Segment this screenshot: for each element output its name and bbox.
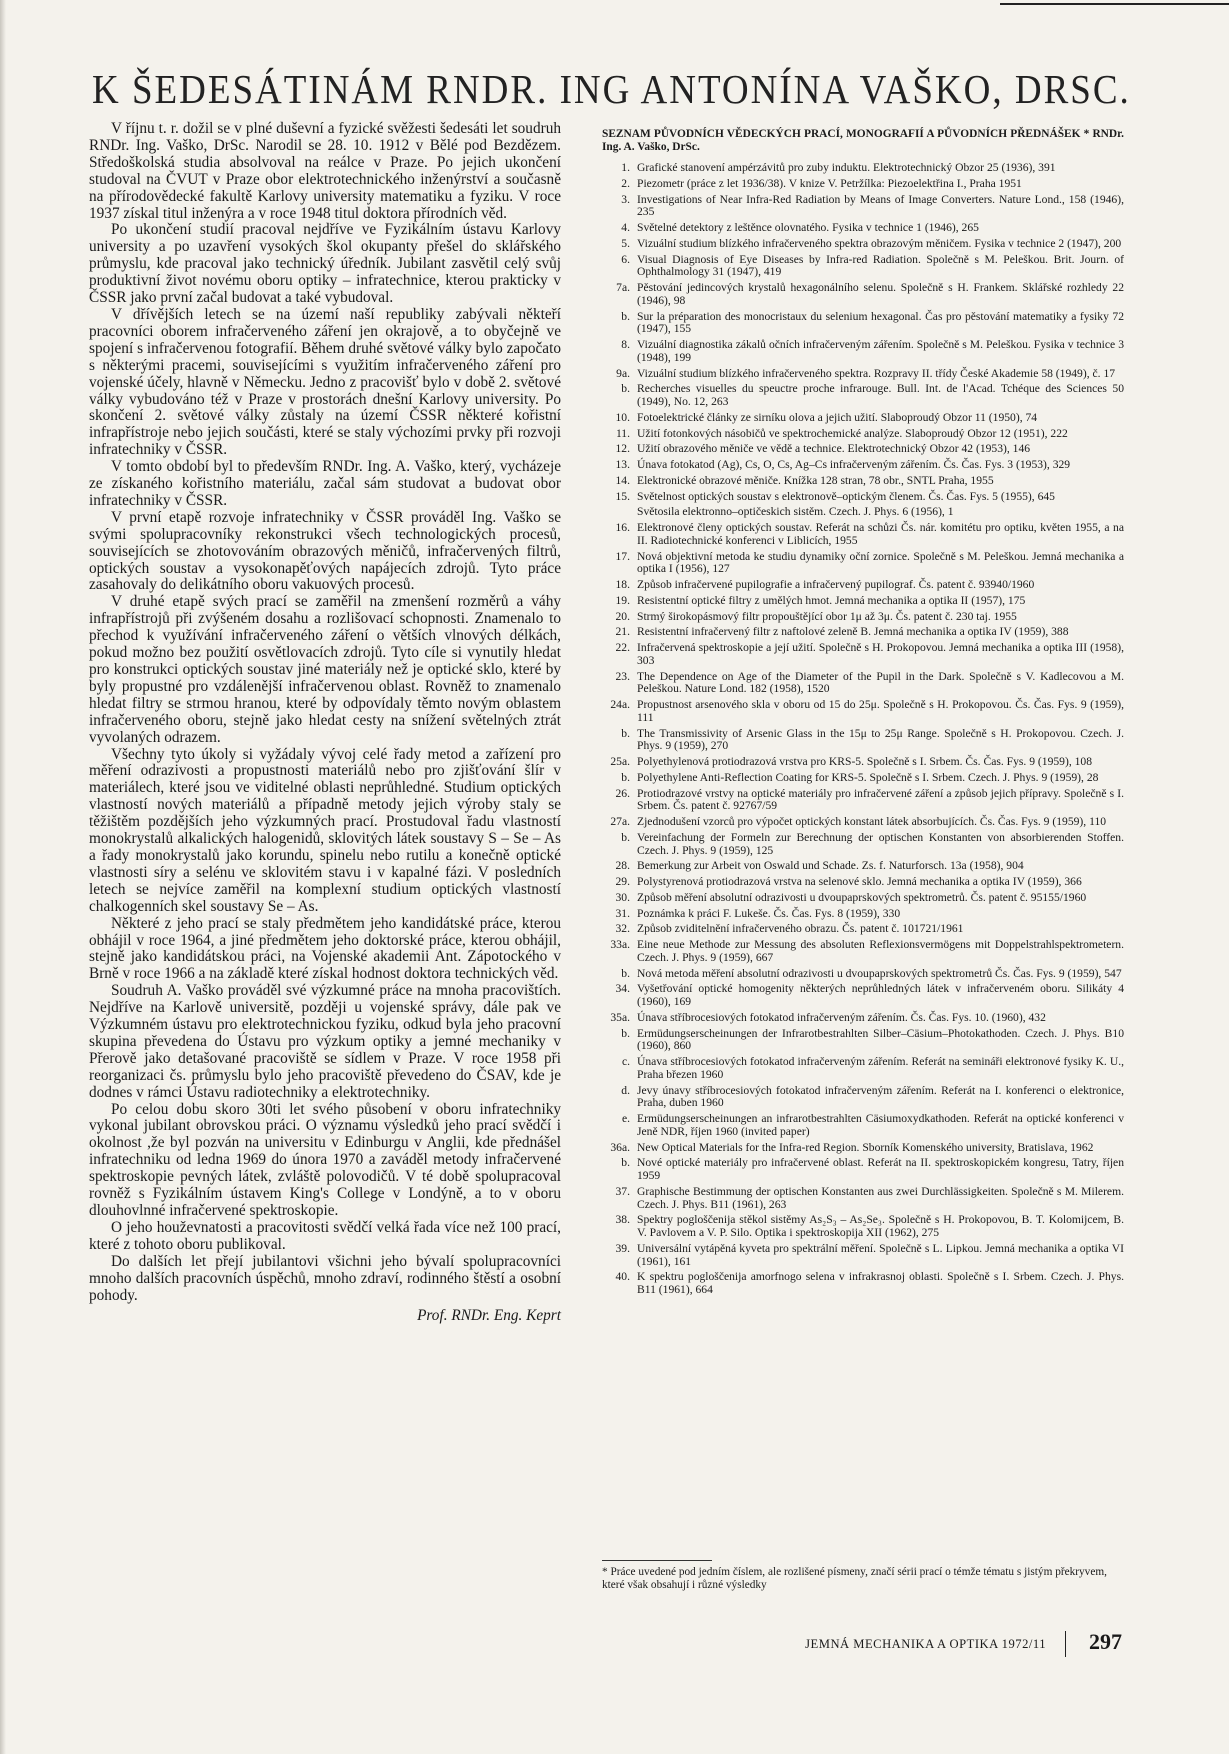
- publication-number: 15.: [615, 489, 630, 503]
- publication-list: [602, 128, 1124, 1300]
- publication-text: Sur la préparation des monocristaux du selenium hexagonal. Čas pro pěstování matematiky a fysiky 72 (1947), 155: [637, 309, 1124, 336]
- publication-text: The Transmissivity of Arsenic Glass in the 15μ to 25μ Range. Společně s H. Prokopovou. Czech. J. Phys. 9 (1959), 270: [637, 726, 1124, 753]
- publication-number: 3.: [621, 192, 630, 206]
- publication-item: [602, 1186, 1124, 1212]
- publication-text: Způsob infračervené pupilografie a infračervený pupilograf. Čs. patent č. 93940/1960: [637, 578, 1035, 591]
- publication-item: [602, 1142, 1124, 1155]
- publication-text: Nová metoda měření absolutní odrazivosti u dvoupaprskových spektrometrů Čs. Čas. Fys. 9 (1959), 547: [637, 966, 1122, 980]
- publication-text: Polystyrenová protiodrazová vrstva na selenové sklo. Jemná mechanika a optika IV (1959), 366: [637, 875, 1082, 888]
- publication-text: Nové optické materiály pro infračervené oblast. Referát na II. spektroskopickém kongresu, Tatry, říjen 1959: [637, 1156, 1124, 1182]
- publication-item: [602, 983, 1124, 1009]
- publication-number: 10.: [615, 410, 630, 424]
- article-paragraph: Soudruh A. Vaško prováděl své výzkumné práce na mnoha pracovištích. Nejdříve na Karlově universitě, později u vojenské správy, dále pak ve Výzkumném ústavu pro elektrotechnickou fyziku, odkud byla jeho pracovní skupina převedena do Ústavu pro výzkum optiky a jemné mechaniky v Přerově jako detašované pracoviště se sídlem v Praze. V roce 1958 při reorganizaci čs. průmyslu bylo jeho pracoviště převedeno do ČSAV, kde je dodnes v rámci Ústavu radiotechniky a elektrotechniky.: [89, 982, 561, 1101]
- publication-text: Fotoelektrické články ze sirníku olova a jejich užití. Slaboproudý Obzor 11 (1950), 74: [637, 410, 1038, 424]
- publication-item: [602, 339, 1124, 365]
- publication-number: 33a.: [610, 938, 630, 951]
- publication-text: Polyethylenová protiodrazová vrstva pro KRS-5. Společně s I. Srbem. Čs. Čas. Fys. 9 (1959), 108: [637, 755, 1093, 768]
- publication-number: 29.: [615, 875, 630, 888]
- publication-number: 2.: [621, 176, 630, 190]
- publication-list-heading: SEZNAM PŮVODNÍCH VĚDECKÝCH PRACÍ, MONOGRAFIÍ A PŮVODNÍCH PŘEDNÁŠEK * RNDr. Ing. A. Vaško, DrSc.: [602, 128, 1124, 153]
- publication-item: [602, 1028, 1124, 1054]
- publication-number: 40.: [615, 1270, 630, 1284]
- publication-item: [602, 816, 1124, 829]
- publication-item: [602, 1113, 1124, 1139]
- publication-item: [602, 368, 1124, 381]
- publication-item: [602, 876, 1124, 889]
- publication-item: [602, 642, 1124, 668]
- publication-text: Grafické stanovení ampérzávitů pro zuby induktu. Elektrotechnický Obzor 25 (1936), 391: [637, 161, 1056, 174]
- publication-item: [602, 551, 1124, 577]
- publication-item: [602, 311, 1124, 337]
- publication-number: b.: [621, 1156, 630, 1170]
- publication-text: Protiodrazové vrstvy na optické materiály pro infračervené záření a způsob jejich přípravy. Společně s I. Srbem. Čs. patent č. 92767/59: [637, 786, 1124, 813]
- publication-text: Spektry pogloščenija stěkol sistěmy As₂S₃ – As₂Se₃. Společně s H. Prokopovou, B. T. Kolomijcem, B. V. Pavlovem a V. P. Silo. Optika i spektroskopija XII (1962), 275: [637, 1213, 1124, 1239]
- publication-text: Ermüdungserscheinungen an infrarotbestrahlten Cäsiumoxydkathoden. Referát na optické konferenci v Jeně NDR, říjen 1960 (invited paper): [637, 1112, 1124, 1138]
- publication-item: [602, 254, 1124, 280]
- publication-number: 12.: [615, 442, 630, 456]
- publication-item: [602, 522, 1124, 548]
- publication-number: 11.: [615, 426, 630, 440]
- publication-number: b.: [621, 382, 630, 396]
- publication-item: [602, 699, 1124, 725]
- publication-number: b.: [621, 830, 630, 844]
- publication-number: 20.: [615, 609, 630, 623]
- publication-text: Pěstování jedincových krystalů hexagonálního selenu. Společně s H. Frankem. Sklářské rozhledy 22 (1946), 98: [637, 281, 1124, 307]
- publication-item: [602, 443, 1124, 456]
- page-number: 297: [1089, 1629, 1122, 1654]
- publication-item: [602, 756, 1124, 769]
- publication-number: 13.: [615, 458, 630, 471]
- publication-text: Světosila elektronno–optičeskich sistěm. Czech. J. Phys. 6 (1956), 1: [637, 505, 954, 519]
- publication-text: Užití fotonkových násobičů ve spektrochemické analýze. Slaboproudý Obzor 12 (1951), 222: [637, 426, 1068, 440]
- publication-text: Světelné detektory z leštěnce olovnatého. Fysika v technice 1 (1946), 265: [637, 221, 979, 234]
- article-paragraph: V první etapě rozvoje infratechniky v ČSSR prováděl Ing. Vaško se svými spolupracovníky rekonstrukci všech technologických procesů, souvisejících se zhotovováním obrazových měničů, infračervených filtrů, optických soustav a vysokonapěťových napájecích zdrojů. Tyto práce zasahovaly do delikátního oboru vakuových procesů.: [89, 508, 561, 594]
- publication-text: Způsob měření absolutní odrazivosti u dvoupaprskových spektrometrů. Čs. patent č. 95155/1960: [637, 890, 1087, 904]
- publication-number: [602, 506, 637, 519]
- publication-number: d.: [621, 1083, 630, 1097]
- author-signature: Prof. RNDr. Eng. Keprt: [417, 1307, 561, 1325]
- publication-text: Resistentní infračervený filtr z naftolové zeleně B. Jemná mechanika a optika IV (1959), 388: [637, 625, 1069, 639]
- publication-number: 21.: [615, 625, 630, 639]
- publication-text: Resistentní optické filtry z umělých hmot. Jemná mechanika a optika II (1957), 175: [637, 593, 1026, 607]
- publication-number: 25a.: [610, 755, 630, 768]
- article-paragraph: Všechny tyto úkoly si vyžádaly vývoj celé řady metod a zařízení pro měření odrazivosti a propustnosti materiálů nebo pro zjišťování šlír v materiálech, které jsou ve viditelné oblasti neprůhledné. Studium optických vlastností nových materiálů a případně metody jejich výroby staly se těžištěm pozdějších jeho výzkumných prací. Prostudoval řadu vlastností monokrystalů alkalických halogenidů, sklovitých látek soustavy S – Se – As a řady monokrystalů jako korundu, spinelu nebo rutilu a konečně optické vlastnosti síry a selénu ve sklovitém stavu i v kapalné fázi. V posledních letech se nejvíce zaměřil na komplexní studium optických vlastností chalkogenních skel soustavy Se – As.: [89, 745, 561, 915]
- publication-item: [602, 178, 1124, 191]
- publication-text: Ermüdungserscheinungen der Infrarotbestrahlten Silber–Cäsium–Photokathoden. Czech. J. Phys. B10 (1960), 860: [637, 1026, 1124, 1053]
- publication-number: 35a.: [610, 1010, 630, 1024]
- publication-item: [602, 923, 1124, 936]
- publication-text: Vyšetřování optické homogenity některých neprůhledných látek v infračerveném oboru. Silikáty 4 (1960), 169: [637, 982, 1124, 1008]
- publication-text: Polyethylene Anti-Reflection Coating for KRS-5. Společně s I. Srbem. Czech. J. Phys. 9 (1959), 28: [637, 770, 1099, 784]
- article-paragraph: O jeho houževnatosti a pracovitosti svědčí velká řada více než 100 prací, které z tohoto oboru publikoval.: [89, 1218, 561, 1253]
- publication-item: [602, 428, 1124, 441]
- publication-number: c.: [621, 1055, 630, 1068]
- publication-number: 4.: [621, 221, 630, 234]
- publication-number: 7a.: [616, 281, 630, 294]
- publication-number: 18.: [615, 578, 630, 591]
- publication-number: b.: [621, 309, 630, 323]
- publication-number: b.: [621, 966, 630, 980]
- publication-text: Investigations of Near Infra-Red Radiation by Means of Image Converters. Nature Lond., 158 (1946), 235: [637, 192, 1124, 219]
- publication-item: [602, 162, 1124, 175]
- publication-number: 38.: [615, 1213, 630, 1227]
- publication-text: Visual Diagnosis of Eye Diseases by Infra-red Radiation. Společně s M. Peleškou. Brit. Journ. of Ophthalmology 31 (1947), 419: [637, 252, 1124, 279]
- publication-number: 34.: [615, 982, 630, 996]
- publication-item: [602, 1214, 1124, 1240]
- publication-item: [602, 788, 1124, 814]
- article-paragraph: V tomto období byl to především RNDr. Ing. A. Vaško, který, vycházeje ze získaného kořistního materiálu, začal sám studovat a budovat obor infratechniky v ČSSR.: [89, 458, 561, 509]
- article-paragraph: V druhé etapě svých prací se zaměřil na zmenšení rozměrů a váhy infrapřístrojů při zvýšeném dosahu a rozlišovací schopnosti. Znamenalo to přechod k využívání infračerveného záření o větších vlnových délkách, pokud možno bez použití osvětlovacích zdrojů. Tyto cíle si vynutily hledat pro konstrukci optických soustav jiné materiály než je optické sklo, které by byly propustné pro vzdálenější infračervenou oblast. Rovněž to znamenalo hledat filtry se strmou hranou, které by odpovídaly těmto novým oblastem infračerveného oboru, stejně jako hledat cesty na snížení světelných ztrát vyvolaných odrazem.: [89, 593, 561, 746]
- publication-item: [602, 222, 1124, 235]
- article-paragraph: V říjnu t. r. dožil se v plné duševní a fyzické svěžesti šedesáti let soudruh RNDr. Ing. Vaško, DrSc. Narodil se 28. 10. 1912 v Bělé pod Bezdězem. Středoškolská studia absolvoval na reálce v Praze. Po jejich ukončení studoval na ČVUT v Praze obor elektrotechnického inženýrství a současně na přírodovědecké fakultě Karlovy university matematiku a fyziku. V roce 1937 získal titul inženýra a v roce 1948 titul doktora přírodních věd.: [89, 120, 561, 222]
- publication-text: Jevy únavy stříbrocesiových fotokatod infračerveným zářením. Referát na I. konferenci o elektronice, Praha, duben 1960: [637, 1083, 1124, 1110]
- publication-item: [602, 595, 1124, 608]
- publication-number: 39.: [615, 1241, 630, 1255]
- publication-item: [602, 1157, 1124, 1183]
- publication-number: 32.: [615, 922, 630, 936]
- publication-number: 31.: [615, 906, 630, 920]
- footnote: * Práce uvedené pod jedním číslem, ale rozlišené písmeny, značí sérii prací o témže tématu s jistým překryvem, které však obsahují i různé výsledky: [602, 1566, 1107, 1591]
- publication-number: 9a.: [616, 366, 630, 380]
- publication-item: [602, 475, 1124, 488]
- publication-number: 26.: [615, 786, 630, 800]
- publication-text: Světelnost optických soustav s elektronově–optickým členem. Čs. Čas. Fys. 5 (1955), 645: [637, 489, 1055, 503]
- publication-number: 27a.: [610, 815, 630, 828]
- footnote-rule: [602, 1560, 712, 1561]
- publication-number: 24a.: [610, 698, 630, 711]
- publication-number: 14.: [615, 473, 630, 487]
- publication-number: 19.: [615, 593, 630, 607]
- publication-text: Vereinfachung der Formeln zur Berechnung der optischen Konstanten von absorbierenden Stoffen. Czech. J. Phys. 9 (1959), 125: [637, 830, 1124, 857]
- publication-item: [602, 968, 1124, 981]
- publication-item: [602, 1243, 1124, 1269]
- publication-item: [602, 491, 1124, 504]
- publication-item: [602, 459, 1124, 472]
- article-paragraph: Po ukončení studií pracoval nejdříve ve Fyzikálním ústavu Karlovy university a po uzavření vysokých škol okupanty přešel do sklářského průmyslu, kde pracoval jako technický úředník. Jubilant zasvětil celý svůj produktivní život novému oboru optiky – infratechnice, kterou prakticky v ČSSR jako první začal budovat a také vybudoval.: [89, 221, 561, 307]
- publication-text: Únava stříbrocesiových fotokatod infračerveným zářením. Referát na semináři elektronové fysiky K. U., Praha březen 1960: [637, 1055, 1124, 1081]
- publication-number: b.: [621, 726, 630, 740]
- publication-text: Elektronové členy optických soustav. Referát na schůzi Čs. nár. komitétu pro optiku, květen 1955, a na II. Radiotechnické konferenci v Liblicích, 1955: [637, 521, 1124, 547]
- publication-item: [602, 626, 1124, 639]
- publication-number: 36a.: [610, 1140, 630, 1154]
- publication-number: 17.: [615, 549, 630, 563]
- article-paragraph: Do dalších let přejí jubilantovi všichni jeho bývalí spolupracovníci mnoho dalších pracovních úspěchů, mnoho zdraví, rodinného štěstí a osobní pohody.: [89, 1252, 561, 1304]
- publication-item: [602, 1012, 1124, 1025]
- publication-item: [602, 832, 1124, 858]
- publication-text: Vizuální diagnostika zákalů očních infračerveným zářením. Společně s M. Peleškou. Fysika v technice 3 (1948), 199: [637, 338, 1124, 364]
- publication-item: [602, 892, 1124, 905]
- publication-number: 16.: [615, 521, 630, 534]
- publication-text: Bemerkung zur Arbeit von Oswald und Schade. Zs. f. Naturforsch. 13a (1958), 904: [637, 859, 1024, 873]
- publication-item: [602, 908, 1124, 921]
- publication-item: [602, 860, 1124, 873]
- publication-number: e.: [621, 1112, 630, 1125]
- publication-items: [602, 162, 1124, 1297]
- publication-text: Infračervená spektroskopie a její užití. Společně s H. Prokopovou. Jemná mechanika a optika III (1958), 303: [637, 641, 1124, 667]
- publication-text: Recherches visuelles du speuctre proche infrarouge. Bull. Int. de l'Acad. Tchéque des Sciences 50 (1949), No. 12, 263: [637, 382, 1124, 408]
- publication-text: New Optical Materials for the Infra-red Region. Sborník Komenského university, Bratislava, 1962: [637, 1140, 1094, 1154]
- publication-text: Elektronické obrazové měniče. Knížka 128 stran, 78 obr., SNTL Praha, 1955: [637, 473, 994, 487]
- journal-name: JEMNÁ MECHANIKA A OPTIKA 1972/11: [805, 1637, 1046, 1651]
- publication-text: Poznámka k práci F. Lukeše. Čs. Čas. Fys. 8 (1959), 330: [637, 906, 901, 920]
- publication-item: [602, 728, 1124, 754]
- publication-text: Způsob zviditelnění infračerveného obrazu. Čs. patent č. 101721/1961: [637, 922, 964, 936]
- publication-number: 28.: [615, 859, 630, 873]
- publication-number: b.: [621, 1026, 630, 1040]
- publication-item: [602, 412, 1124, 425]
- publication-text: Piezometr (práce z let 1936/38). V knize V. Petržílka: Piezoelektřina I., Praha 1951: [637, 176, 1022, 190]
- publication-text: Únava fotokatod (Ag), Cs, O, Cs, Ag–Cs infračerveným zářením. Čs. Čas. Fys. 3 (1953), 329: [637, 458, 1071, 471]
- publication-item: [602, 611, 1124, 624]
- publication-item: [602, 772, 1124, 785]
- publication-item: [602, 671, 1124, 697]
- page-footer: [770, 1629, 1130, 1657]
- top-rule: [1000, 3, 1229, 5]
- publication-text: The Dependence on Age of the Diameter of the Pupil in the Dark. Společně s V. Kadlecovou a M. Peleškou. Nature Lond. 182 (1958), 1520: [637, 669, 1124, 696]
- publication-item: [602, 506, 1124, 519]
- publication-number: 6.: [621, 252, 630, 266]
- publication-item: [602, 194, 1124, 220]
- article-paragraph: V dřívějších letech se na území naší republiky zabývali někteří pracovníci oborem infračerveného záření jen okrajově, a to obyčejně ve spojení s infračervenou fotografií. Během druhé světové války bylo započato s některými pracemi, souvisejícími s využitím infračerveného záření pro vojenské účely, hlavně v Německu. Jedno z pracovišť bylo v době 2. světové války vybudováno též v Praze v prostorách dnešní Karlovy university. Po skončení 2. světové války zůstaly na území ČSSR některé kořistní infrapřístroje nebo jejich součásti, které se staly výchozími prvky při rozvoji infratechniky v ČSSR.: [89, 305, 561, 459]
- publication-text: Nová objektivní metoda ke studiu dynamiky oční zornice. Společně s M. Peleškou. Jemná mechanika a optika I (1956), 127: [637, 549, 1124, 576]
- scan-edge-shadow: [0, 0, 6, 1754]
- publication-text: Strmý širokopásmový filtr propouštějící obor 1μ až 3μ. Čs. patent č. 230 taj. 1955: [637, 609, 1017, 623]
- article-paragraph: Některé z jeho prací se staly předmětem jeho kandidátské práce, kterou obhájil v roce 1964, a jiné předmětem jeho doktorské práce, kterou obhájil, stejně jako kandidátskou práci, na Vojenské akademii Ant. Zápotockého v Brně v roce 1966 a na základě které získal hodnost doktora technických věd.: [89, 914, 561, 983]
- publication-text: K spektru pogloščenija amorfnogo selena v infrakrasnoj oblasti. Společně s I. Srbem. Czech. J. Phys. B11 (1961), 664: [637, 1270, 1124, 1296]
- publication-item: [602, 939, 1124, 965]
- publication-item: [602, 579, 1124, 592]
- publication-number: 37.: [615, 1184, 630, 1198]
- publication-number: 5.: [621, 236, 630, 250]
- publication-text: Propustnost arsenového skla v oboru od 15 do 25μ. Společně s H. Prokopovou. Čs. Čas. Fys. 9 (1959), 111: [637, 698, 1124, 724]
- publication-number: 8.: [621, 338, 630, 351]
- publication-item: [602, 282, 1124, 308]
- article-paragraph: Po celou dobu skoro 30ti let svého působení v oboru infratechniky vykonal jubilant obrovskou práci. O významu výsledků jeho prací svědčí i okolnost ,že byl pozván na universitu v Edinburgu v Anglii, kde přednášel infratechniku od ledna 1969 do února 1970 a zaváděl metody infračervené spektroskopie pevných látek, zvláště polovodičů. V té době spolupracoval rovněž s Fyzikálním ústavem King's College v Londýně, a to v oboru dlouhovlnné infračervené spektroskopie.: [89, 1100, 561, 1219]
- publication-text: Únava stříbrocesiových fotokatod infračerveným zářením. Čs. Čas. Fys. 10. (1960), 432: [637, 1010, 1046, 1024]
- publication-text: Vizuální studium blízkého infračerveného spektra obrazovým měničem. Fysika v technice 2 (1947), 200: [637, 236, 1122, 250]
- publication-number: 22.: [615, 641, 630, 654]
- publication-text: Vizuální studium blízkého infračerveného spektra. Rozpravy II. třídy České Akademie 58 (1949), č. 17: [637, 366, 1116, 380]
- publication-number: 1.: [621, 161, 630, 174]
- publication-number: 23.: [615, 669, 630, 683]
- footer-separator: [1065, 1631, 1066, 1657]
- publication-item: [602, 238, 1124, 251]
- publication-text: Užití obrazového měniče ve vědě a technice. Elektrotechnický Obzor 42 (1953), 146: [637, 442, 1031, 456]
- article-title: K ŠEDESÁTINÁM RNDR. ING ANTONÍNA VAŠKO, DRSC.: [92, 67, 1131, 114]
- publication-text: Eine neue Methode zur Messung des absoluten Reflexionsvermögens mit Doppelstrahlspektrometern. Czech. J. Phys. 9 (1959), 667: [637, 938, 1124, 964]
- publication-item: [602, 1085, 1124, 1111]
- publication-text: Zjednodušení vzorců pro výpočet optických konstant látek absorbujících. Čs. Čas. Fys. 9 (1959), 110: [637, 815, 1107, 828]
- publication-item: [602, 1056, 1124, 1082]
- article-body: [89, 121, 561, 1325]
- publication-text: Universální vytápěná kyveta pro spektrální měření. Společně s L. Lipkou. Jemná mechanika a optika VI (1961), 161: [637, 1241, 1124, 1268]
- publication-number: 30.: [615, 890, 630, 904]
- publication-number: b.: [621, 770, 630, 784]
- publication-item: [602, 1271, 1124, 1297]
- publication-item: [602, 383, 1124, 409]
- publication-text: Graphische Bestimmung der optischen Konstanten aus zwei Durchlässigkeiten. Společně s M. Milerem. Czech. J. Phys. B11 (1961), 263: [637, 1184, 1124, 1211]
